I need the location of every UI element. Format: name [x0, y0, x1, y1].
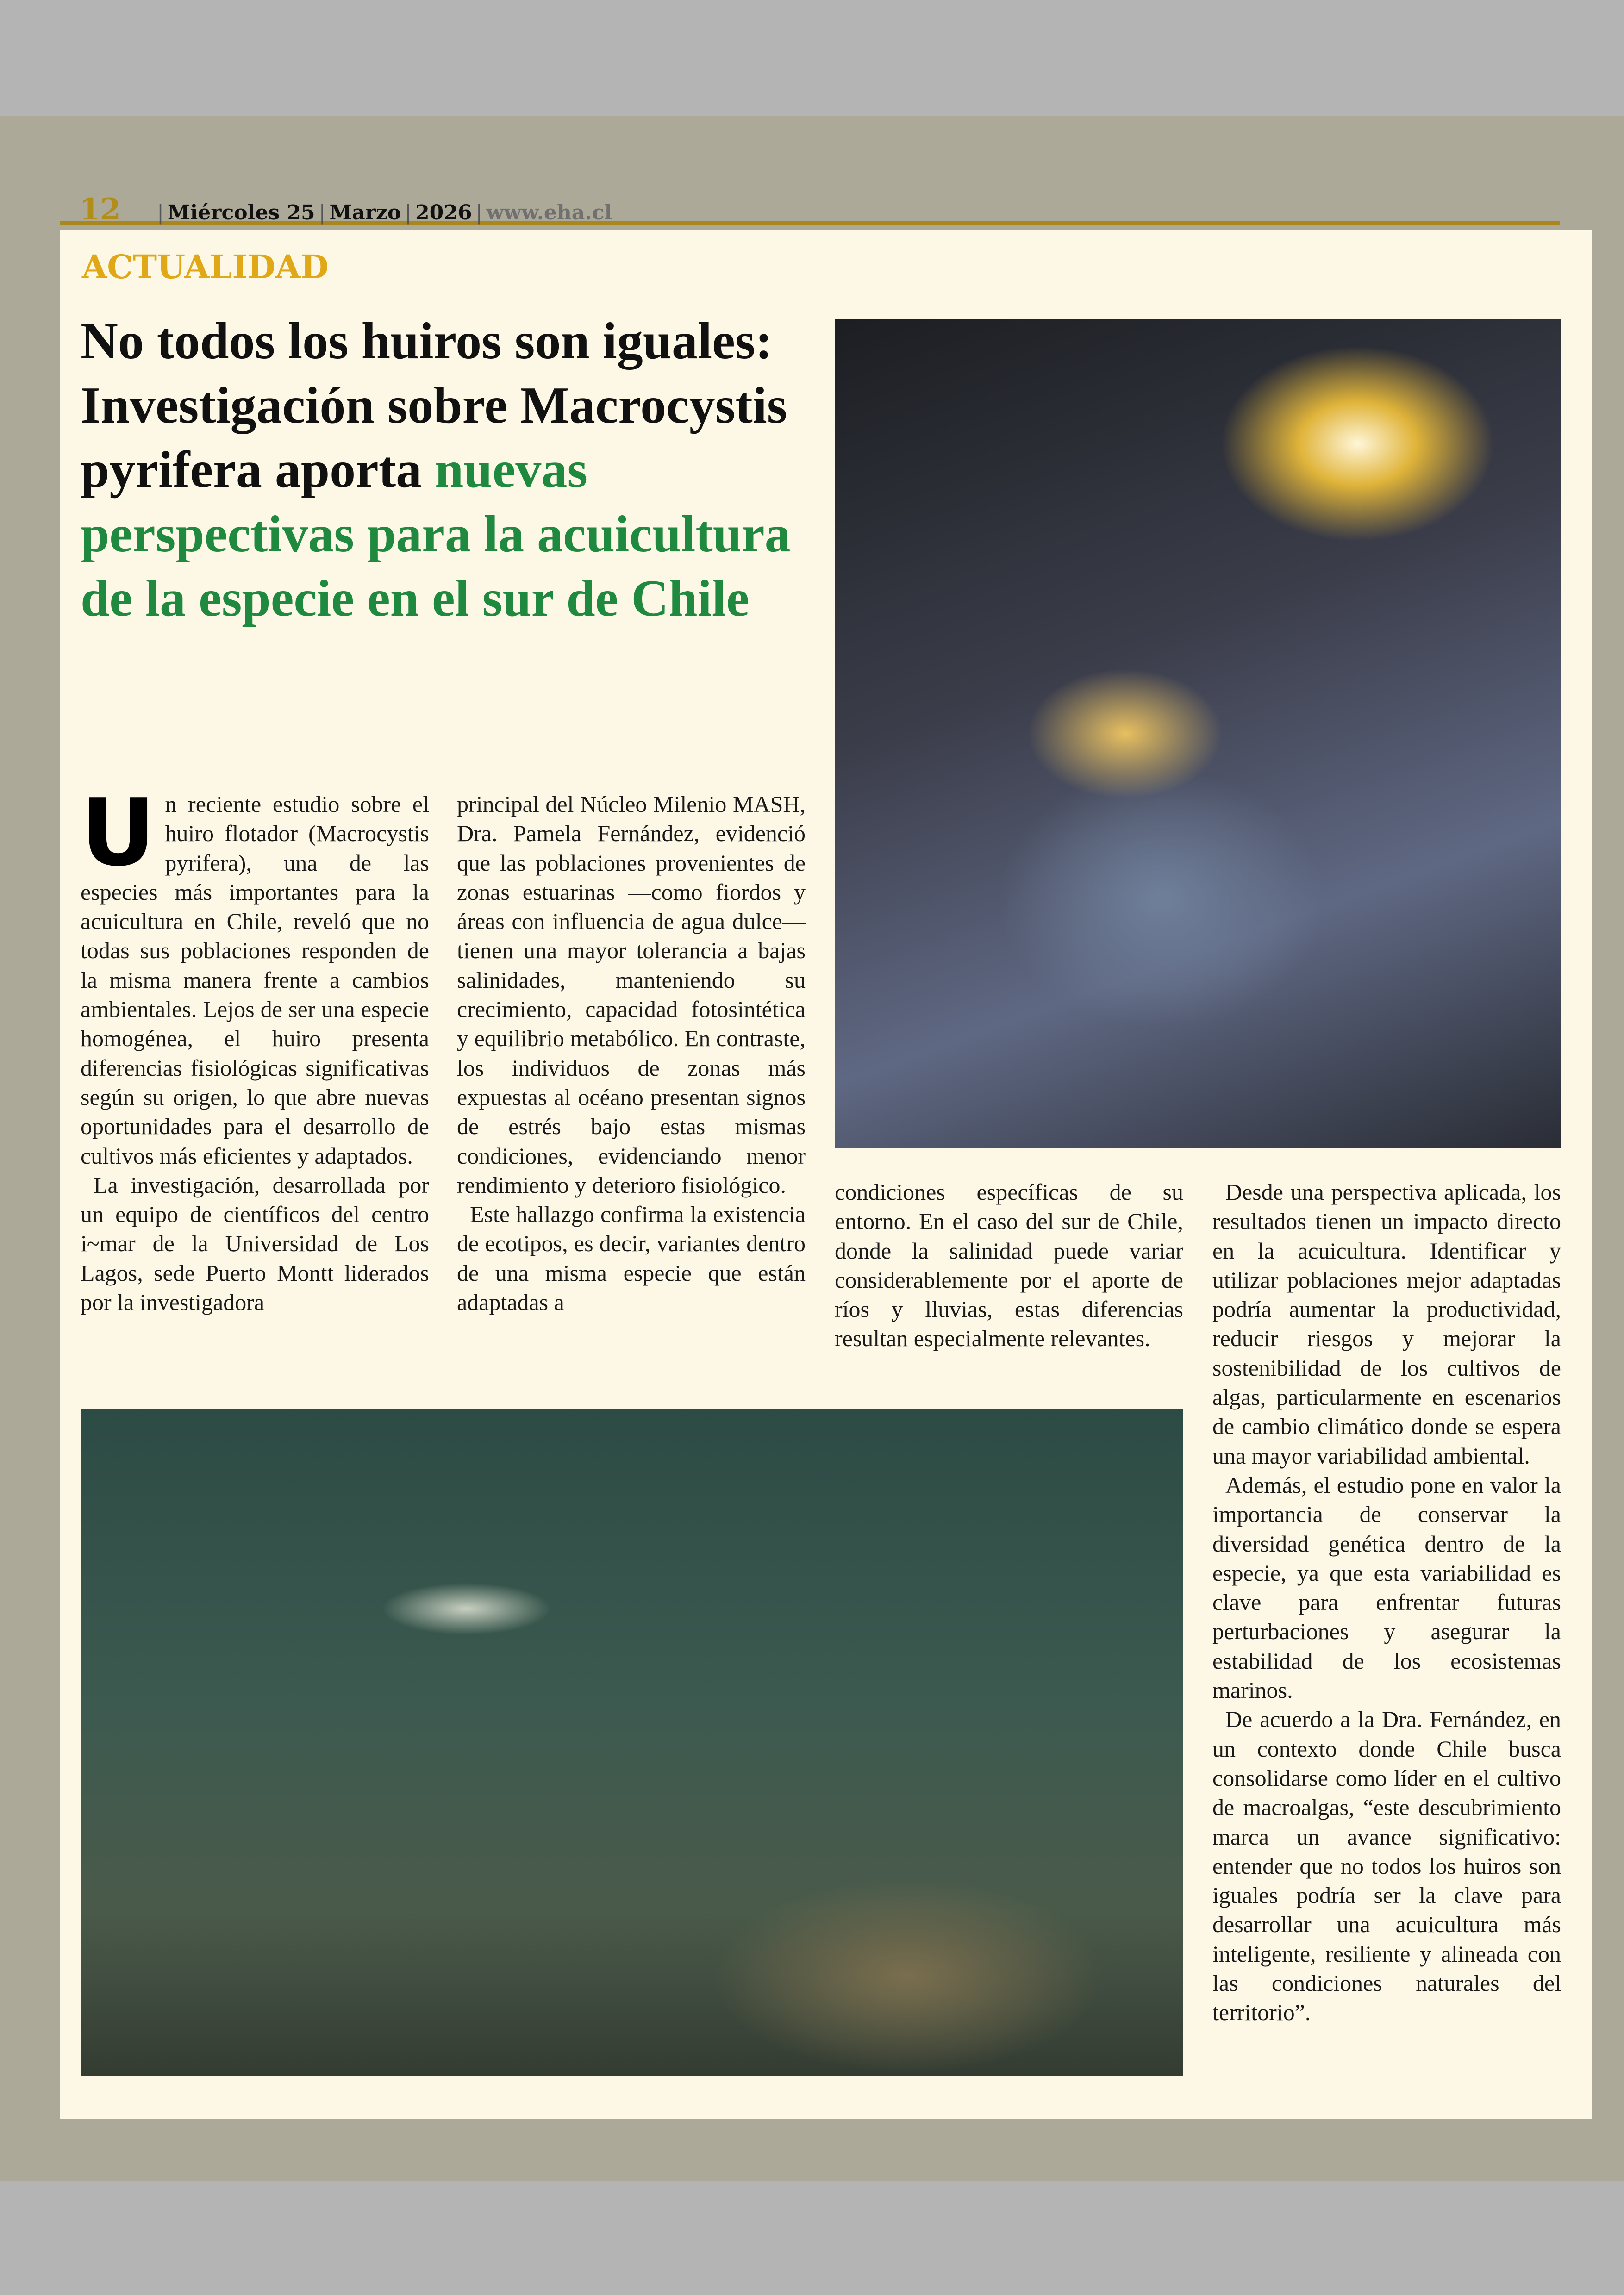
separator: | [405, 201, 412, 225]
separator: | [319, 201, 326, 225]
paragraph: Además, el estudio pone en valor la importancia de conservar la diversidad genética dentro de la especie, ya que esta variabilidad es clave para enfrentar futuras perturbaciones y asegurar la estabilidad de los ecosistemas marinos. [1212, 1472, 1561, 1703]
headline-highlight: nuevas perspectivas para la acuicultura de la especie en el sur de Chile [81, 441, 791, 627]
header-month: Marzo [329, 201, 401, 225]
paragraph: Este hallazgo confirma la existencia de ecotipos, es decir, variantes dentro de una misma especie que están adaptadas a [457, 1201, 806, 1316]
headline-main: No todos los huiros son iguales: Investigación sobre Macrocystis pyrifera aporta [81, 312, 787, 499]
separator: | [475, 201, 483, 225]
section-label: ACTUALIDAD [82, 248, 329, 286]
diver-photo [81, 1409, 1183, 2076]
article-column-1 [81, 779, 429, 1317]
page-header [80, 187, 612, 225]
article-headline [81, 309, 812, 631]
header-website: www.eha.cl [486, 201, 612, 225]
paragraph: De acuerdo a la Dra. Fernández, en un contexto donde Chile busca consolidarse como líder en el cultivo de macroalgas, “este descubrimiento marca un avance significativo: entender que no todos los huiros son iguales podría ser la clave para desarrollar una acuicultura más inteligente, resiliente y alineada con las condiciones naturales del territorio”. [1212, 1706, 1561, 2026]
kelp-forest-photo [835, 319, 1561, 1148]
paragraph: condiciones específicas de su entorno. En el caso del sur de Chile, donde la salinidad puede variar considerablemente por el aporte de ríos y lluvias, estas diferencias resultan especialmente relevantes. [835, 1179, 1183, 1352]
paragraph: La investigación, desarrollada por un equipo de científicos del centro i~mar de la Universidad de Los Lagos, sede Puerto Montt liderados por la investigadora [81, 1172, 429, 1316]
page-number: 12 [80, 192, 121, 227]
top-margin-band [0, 0, 1624, 116]
header-date-day: Miércoles 25 [167, 201, 315, 225]
drop-cap: U [81, 779, 156, 887]
paragraph: principal del Núcleo Milenio MASH, Dra. Pamela Fernández, evidenció que las poblaciones provenientes de zonas estuarinas —como fiordos y áreas con influencia de agua dulce— tienen una mayor tolerancia a bajas salinidades, manteniendo su crecimiento, capacidad fotosintética y equilibrio metabólico. En contraste, los individuos de zonas más expuestas al océano presentan signos de estrés bajo estas mismas condiciones, evidenciando menor rendimiento y deterioro fisiológico. [457, 791, 806, 1198]
bottom-margin-band [0, 2181, 1624, 2295]
separator: | [157, 201, 164, 225]
article-column-2 [457, 790, 806, 1317]
article-column-3 [835, 1178, 1183, 1353]
paragraph: n reciente estudio sobre el huiro flotador (Macrocystis pyrifera), una de las especies más importantes para la acuicultura en Chile, reveló que no todas sus poblaciones responden de la misma manera frente a cambios ambientales. Lejos de ser una especie homogénea, el huiro presenta diferencias fisiológicas significativas según su origen, lo que abre nuevas oportunidades para el desarrollo de cultivos más eficientes y adaptados. [81, 791, 429, 1169]
paragraph: Desde una perspectiva aplicada, los resultados tienen un impacto directo en la acuicultura. Identificar y utilizar poblaciones mejor adaptadas podría aumentar la productividad, reducir riesgos y mejorar la sostenibilidad de los cultivos de algas, particularmente en escenarios de cambio climático donde se espera una mayor variabilidad ambiental. [1212, 1179, 1561, 1469]
article-column-4 [1212, 1178, 1561, 2027]
header-year: 2026 [415, 201, 472, 225]
